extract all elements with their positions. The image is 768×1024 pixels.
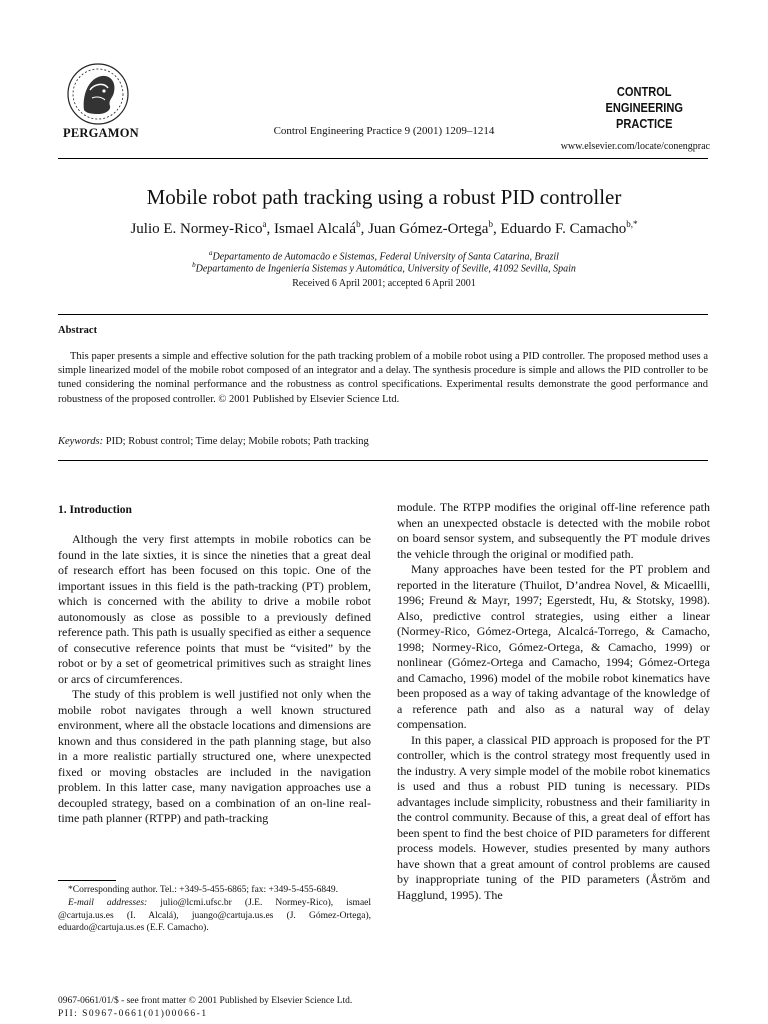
abstract-text: This paper presents a simple and effective solution for the path tracking problem of a mobile robot using a PID controller. The proposed method uses a simple linearized model of the mobile robot composed of an integrator and a delay. The synthesis procedure is simple and allows the PID controller to be tuned considering the nominal performance and the robustness as control specifications. Experimental results demonstrate the good performance and robustness of the proposed controller. © 2001 Published by Elsevier Science Ltd. — [58, 351, 708, 405]
affiliation-text: Departamento de Ingeniería Sistemas y Automática, University of Seville, 41092 Sevilla, Spain — [195, 263, 576, 275]
abstract-bottom-divider — [58, 460, 708, 461]
page-footer — [58, 995, 352, 1021]
header-divider — [58, 158, 708, 159]
keywords — [58, 436, 369, 447]
elsevier-logo-icon — [58, 60, 138, 128]
author-separator: , — [360, 221, 369, 237]
affiliation-mark: a — [209, 249, 213, 257]
publisher-name: PERGAMON — [63, 126, 139, 140]
author-affil-mark: b — [488, 219, 493, 229]
email-list: julio@lcmi.ufsc.br (J.E. Normey-Rico), ismael @cartuja.us.es (I. Alcalá), juango@cartuja.us.es (J. Gómez-Ortega), eduardo@cartuja.us.es (E.F. Camacho). — [58, 897, 372, 934]
affiliation-mark: b — [192, 261, 196, 269]
author-name: Juan Gómez-Ortega — [368, 221, 489, 237]
author-name: Ismael Alcalá — [274, 221, 357, 237]
journal-url-link[interactable]: www.elsevier.com/locate/conengprac — [560, 141, 710, 152]
corresponding-author: *Corresponding author. Tel.: +349-5-455-6865; fax: +349-5-455-6849. — [68, 885, 339, 895]
author-name: Julio E. Normey-Rico — [130, 221, 263, 237]
journal-reference: Control Engineering Practice 9 (2001) 1209–1214 — [273, 125, 495, 137]
copyright-line: 0967-0661/01/$ - see front matter © 2001 Published by Elsevier Science Ltd. — [58, 996, 353, 1006]
keywords-label: Keywords: — [58, 436, 104, 447]
right-column — [397, 500, 710, 903]
article-title: Mobile robot path tracking using a robust PID controller — [146, 185, 622, 209]
paragraph: The study of this problem is well justified not only when the mobile robot navigates through a well known structured environment, where all the obstacle locations and dimensions are known and thus considered in the path planning stage, but also in a more realistic partially structured one, where unexpected fixed or moving obstacles are included in the navigation problem. In this latter case, many navigation approaches use a decoupled strategy, based on a combination of an on-line real-time path planner (RTPP) and path-tracking — [58, 687, 371, 825]
author-separator: , — [266, 221, 275, 237]
keywords-list: PID; Robust control; Time delay; Mobile robots; Path tracking — [105, 436, 369, 447]
paragraph: Although the very first attempts in mobile robotics can be found in the late sixties, it is since the nineties that a great deal of research effort has been focused on this topic. One of the important issues in this field is the path-tracking (PT) problem, which is concerned with the ability to drive a mobile robot autonomously as close as possible to a previously defined reference path. This path is usually specified as either a sequence of consecutive reference points that must be “visited” by the robot or by a set of geometrical primitives such as straight lines or arcs of circumferences. — [58, 532, 371, 686]
abstract-top-divider — [58, 314, 708, 315]
author-affil-mark: b,* — [626, 219, 638, 229]
received-date: Received 6 April 2001; accepted 6 April 2001 — [292, 278, 476, 289]
abstract-heading: Abstract — [58, 325, 98, 336]
journal-name-line: CONTROL ENGINEERING — [605, 84, 683, 115]
affiliation — [0, 261, 768, 274]
journal-name-line: PRACTICE — [616, 116, 673, 131]
pii-line: PII: S0967-0661(01)00066-1 — [58, 1009, 208, 1019]
left-column — [58, 532, 371, 827]
footnote-divider — [58, 880, 116, 881]
author-affil-mark: a — [262, 219, 267, 229]
email-label: E-mail addresses: — [68, 897, 148, 908]
journal-name-logo — [581, 84, 709, 132]
paragraph: In this paper, a classical PID approach is proposed for the PT controller, which is the control strategy most frequently used in the industry. A very simple model of the mobile robot kinematics is used and thus a robust PID tuning is necessary. PIDs advantages include simplicity, robustness and their familiarity in the control community. Because of this, a great deal of effort has been spent to find the best choice of PID parameters for different process models. However, studies presented by many authors have shown that a great amount of control problems are caused by inappropriate tuning of the PID parameters (Åström and Hagglund, 1995). The — [397, 732, 710, 902]
section-heading: 1. Introduction — [58, 504, 132, 516]
paragraph: Many approaches have been tested for the PT problem and reported in the literature (Thuilot, D’andrea Novel, & Micaellli, 1996; Freund & Mayr, 1997; Egerstedt, Hu, & Stotsky, 1998). Also, predictive control strategies, using either a linear (Normey-Rico, Gómez-Ortega, Alcalcá-Torrego, & Camacho, 1998; Normey-Rico, Gómez-Ortega, & Camacho, 1999) or nonlinear (Gómez-Ortega and Camacho, 1994; Gómez-Ortega and Camacho, 1996) model of the mobile robot kinematics have been proposed as a way of taking advantage of the knowledge of a reference path and also as a natural way of delay compensation. — [397, 562, 710, 731]
author-name: Eduardo F. Camacho — [500, 221, 627, 237]
affiliation-text: Departamento de Automacão e Sistemas, Federal University of Santa Catarina, Brazil — [212, 251, 559, 263]
footnote — [58, 884, 371, 935]
author-separator: , — [492, 221, 501, 237]
paragraph: module. The RTPP modifies the original off-line reference path when an unexpected obstacle is detected with the mobile robot on board sensor system, and subsequently the PT module drives the vehicle through the original or modified path. — [397, 500, 710, 561]
author-list — [0, 219, 768, 238]
author-affil-mark: b — [356, 219, 361, 229]
email-addresses — [58, 897, 371, 935]
